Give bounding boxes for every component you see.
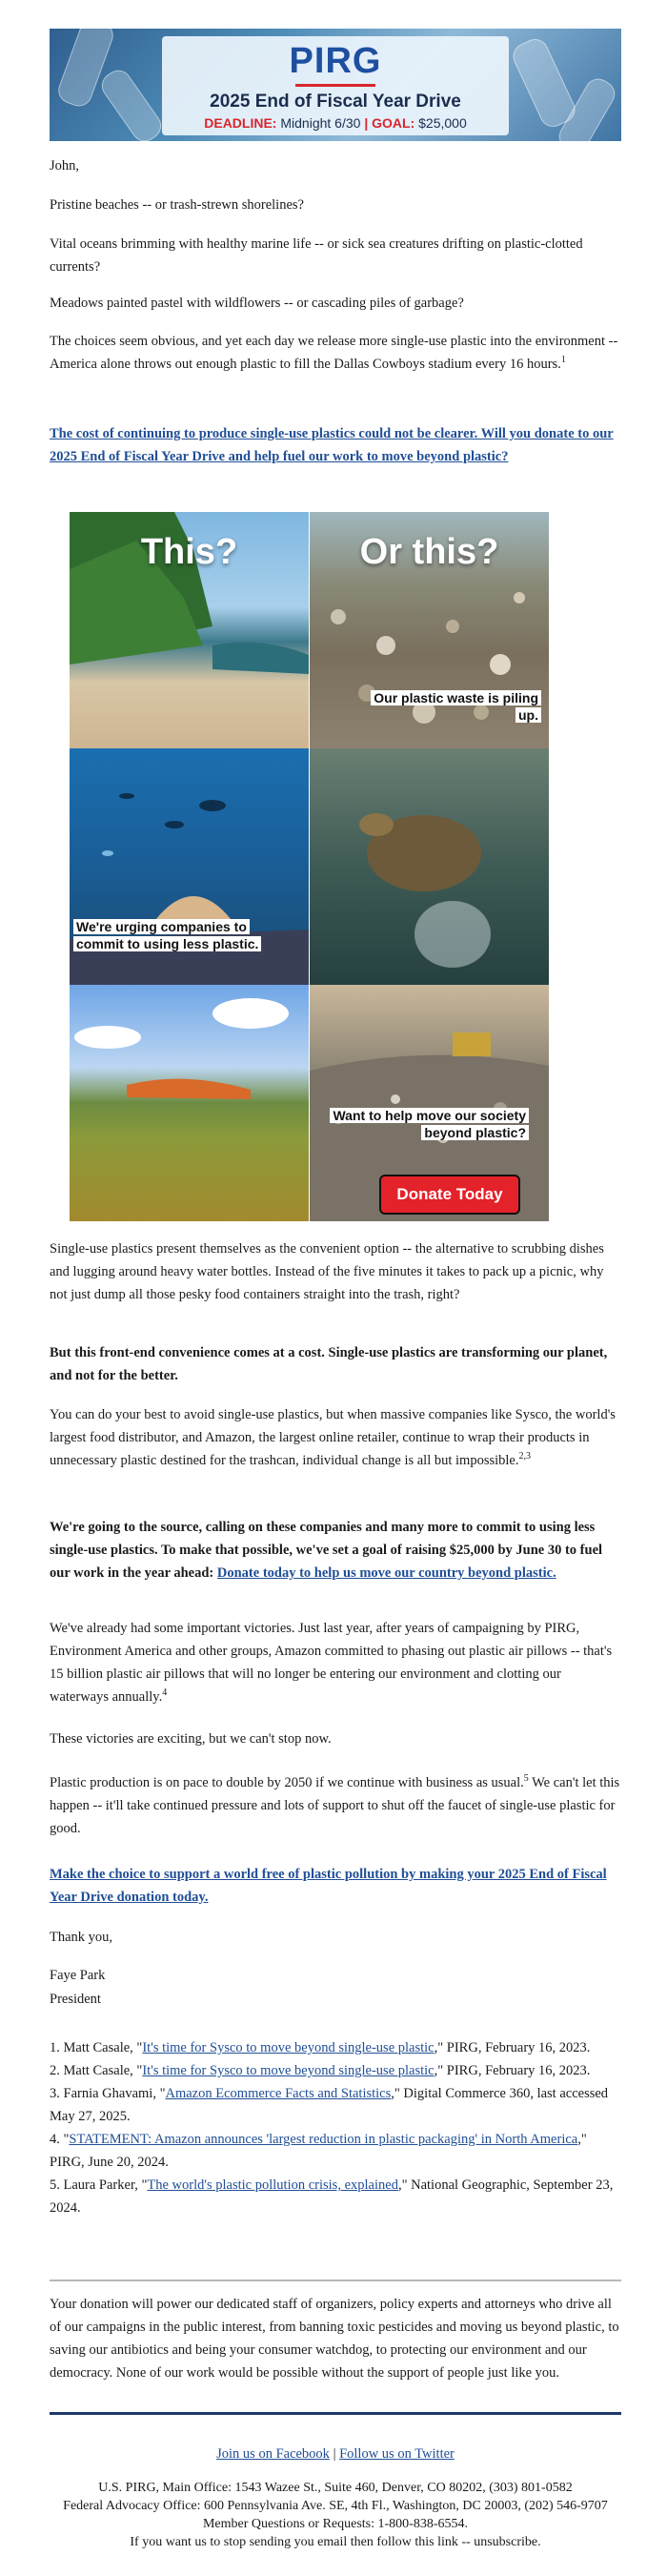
footnote-1-prefix: 1. Matt Casale, " [50, 2040, 143, 2055]
landfill-image [310, 985, 549, 1221]
footnote-2 [50, 2059, 621, 2082]
coral-reef-image [70, 748, 309, 985]
turtle-illustration [310, 748, 549, 985]
paragraph-choices-text: The choices seem obvious, and yet each day we release more single-use plastic into the environment -- America alone throws out enough plastic to fill the Dallas Cowboys stadium every 16 hours. [50, 334, 618, 372]
footnote-2-prefix: 2. Matt Casale, " [50, 2063, 143, 2078]
paragraph-choices [50, 330, 621, 376]
footnote-1-link[interactable]: It's time for Sysco to move beyond single-use plastic [142, 2040, 435, 2055]
goal-label: GOAL: [372, 115, 415, 131]
banner-panel [162, 36, 509, 135]
beach-image [70, 512, 309, 748]
cta-donate-2 [50, 1863, 621, 1909]
footnote-5-prefix: 5. Laura Parker, " [50, 2177, 148, 2193]
paragraph-production [50, 1771, 621, 1840]
greeting: John, [50, 158, 80, 174]
social-divider: | [333, 2446, 336, 2462]
footnote-1-suffix: ," PIRG, February 16, 2023. [434, 2040, 591, 2055]
footnote-4-link[interactable]: STATEMENT: Amazon announces 'largest reduction in plastic packaging' in North America [69, 2132, 578, 2147]
facebook-link[interactable]: Join us on Facebook [216, 2446, 330, 2462]
paragraph-cost: But this front-end convenience comes at a cost. Single-use plastics are transforming our planet, and not for the better. [50, 1345, 608, 1383]
paragraph-companies [50, 1403, 621, 1472]
closing-paragraph: Your donation will power our dedicated staff of organizers, policy experts and attorneys who drive all of our campaigns in the public interest, from banning toxic pesticides and moving us beyond plastic, to saving our antibiotics and being your consumer watchdog, to protecting our environment and our democracy. None of our work would be possible without the support of people just like you. [50, 2297, 619, 2381]
waste-caption-text: Our plastic waste is piling up. [371, 690, 541, 723]
paragraph-victories [50, 1617, 621, 1708]
footnote-3-link[interactable]: Amazon Ecommerce Facts and Statistics [165, 2086, 392, 2101]
footnote-5-link[interactable]: The world's plastic pollution crisis, explained [147, 2177, 398, 2193]
banner-separator: | [364, 115, 369, 131]
urging-caption [73, 918, 283, 952]
trash-beach-image [310, 512, 549, 748]
paragraph-cant-stop: These victories are exciting, but we can't stop now. [50, 1731, 332, 1747]
footnote-4 [50, 2128, 621, 2174]
social-links [50, 2443, 621, 2465]
paragraph-goal [50, 1516, 621, 1584]
help-caption [329, 1107, 529, 1141]
paragraph-production-text: Plastic production is on pace to double by 2050 if we continue with business as usual. [50, 1775, 524, 1790]
pirg-logo: PIRG [289, 41, 382, 81]
wildflower-meadow-image [70, 985, 309, 1221]
footnote-4-prefix: 4. " [50, 2132, 70, 2147]
footnote-3 [50, 2082, 621, 2128]
footnote-ref-4: 4 [162, 1687, 168, 1699]
paragraph-goal-text: We're going to the source, calling on these companies and many more to commit to using less single-use plastics. To make that possible, we've set a goal of raising $25,000 by June 30 to fuel our work in the year ahead: [50, 1520, 603, 1581]
footnote-ref-2-3: 2,3 [518, 1451, 531, 1462]
cta-donate-1 [50, 422, 621, 468]
footnote-2-suffix: ," PIRG, February 16, 2023. [434, 2063, 591, 2078]
member-questions: Member Questions or Requests: 1-800-838-6554. [202, 2517, 469, 2531]
cta-donate-link-2[interactable]: Make the choice to support a world free of plastic pollution by making your 2025 End of Fiscal Year Drive donation today. [50, 1867, 607, 1905]
footer-divider [50, 2412, 621, 2415]
waste-caption [370, 689, 541, 724]
header-banner[interactable] [50, 29, 621, 141]
federal-office: Federal Advocacy Office: 600 Pennsylvania Ave. SE, 4th Fl., Washington, DC 20003, (202) 546-9707 [63, 2499, 608, 2513]
footnote-5-suffix: ," National Geographic, September 23, 2024. [50, 2177, 614, 2216]
image-grid[interactable] [70, 512, 549, 1221]
signer-name: Faye Park [50, 1968, 106, 1983]
donate-move-beyond-link[interactable]: Donate today to help us move our country beyond plastic. [216, 1565, 556, 1581]
paragraph-convenience: Single-use plastics present themselves as the convenient option -- the alternative to scrubbing dishes and lugging around heavy water bottles. Instead of the five minutes it takes to pack up a picnic, why not just dump all those pesky food containers straight into the trash, right? [50, 1241, 604, 1302]
help-caption-text: Want to help move our society beyond plastic? [330, 1108, 529, 1140]
unsubscribe-line[interactable]: If you want us to stop sending you email then follow this link -- unsubscribe. [130, 2535, 541, 2549]
footnote-1 [50, 2036, 621, 2059]
donate-today-button[interactable]: Donate Today [379, 1175, 520, 1215]
signer-role: President [50, 1992, 101, 2007]
cta-donate-link-1[interactable]: The cost of continuing to produce single-use plastics could not be clearer. Will you donate to our 2025 End of Fiscal Year Drive and help fuel our work to move beyond plastic? [50, 426, 614, 464]
main-office: U.S. PIRG, Main Office: 1543 Wazee St., Suite 460, Denver, CO 80202, (303) 801-0582 [98, 2481, 573, 2495]
meadow-illustration [70, 985, 309, 1221]
signoff: Thank you, [50, 1930, 113, 1945]
banner-deadline-goal [162, 114, 509, 132]
paragraph-victories-text: We've already had some important victories. Just last year, after years of campaigning by PIRG, Environment America and other groups, Amazon committed to phasing out plastic air pillows -- that's 15 billion plastic air pillows that will no longer be entering our environment and clotting our waterways annually. [50, 1621, 613, 1705]
twitter-link[interactable]: Follow us on Twitter [339, 2446, 455, 2462]
footnote-5 [50, 2174, 621, 2219]
footnotes-list [50, 2036, 621, 2219]
urging-caption-text: We're urging companies to commit to using less plastic. [73, 919, 261, 951]
bottle-decoration [96, 65, 166, 141]
paragraph-meadows: Meadows painted pastel with wildflowers -- or cascading piles of garbage? [50, 296, 464, 311]
this-label: This? [140, 532, 238, 572]
section-divider [50, 2280, 621, 2281]
footnote-3-prefix: 3. Farnia Ghavami, " [50, 2086, 166, 2101]
logo-underline [295, 84, 375, 87]
paragraph-oceans: Vital oceans brimming with healthy marine life -- or sick sea creatures drifting on plastic-clotted currents? [50, 236, 583, 275]
or-this-label: Or this? [359, 532, 499, 572]
sea-turtle-image [310, 748, 549, 985]
paragraph-production-text-2: We can't let this happen -- it'll take continued pressure and lots of support to shut off the faucet of single-use plastic for good. [50, 1775, 620, 1836]
banner-title: 2025 End of Fiscal Year Drive [210, 92, 461, 112]
footnote-4-suffix: ," PIRG, June 20, 2024. [50, 2132, 587, 2170]
paragraph-beaches: Pristine beaches -- or trash-strewn shorelines? [50, 197, 304, 213]
footnote-ref-5: 5 [523, 1773, 529, 1785]
deadline-label: DEADLINE: [204, 115, 277, 131]
footer-address [50, 2479, 621, 2551]
footnote-2-link[interactable]: It's time for Sysco to move beyond single-use plastic [142, 2063, 435, 2078]
footnote-ref-1: 1 [560, 355, 566, 366]
deadline-value: Midnight 6/30 [280, 115, 361, 131]
goal-value: $25,000 [418, 115, 467, 131]
paragraph-companies-text: You can do your best to avoid single-use plastics, but when massive companies like Sysco, the world's largest food distributor, and Amazon, the largest online retailer, continue to wrap their products in unnecessary plastic destined for the trashcan, individual change is all but impossible. [50, 1407, 616, 1468]
footnote-3-suffix: ," Digital Commerce 360, last accessed May 27, 2025. [50, 2086, 609, 2124]
